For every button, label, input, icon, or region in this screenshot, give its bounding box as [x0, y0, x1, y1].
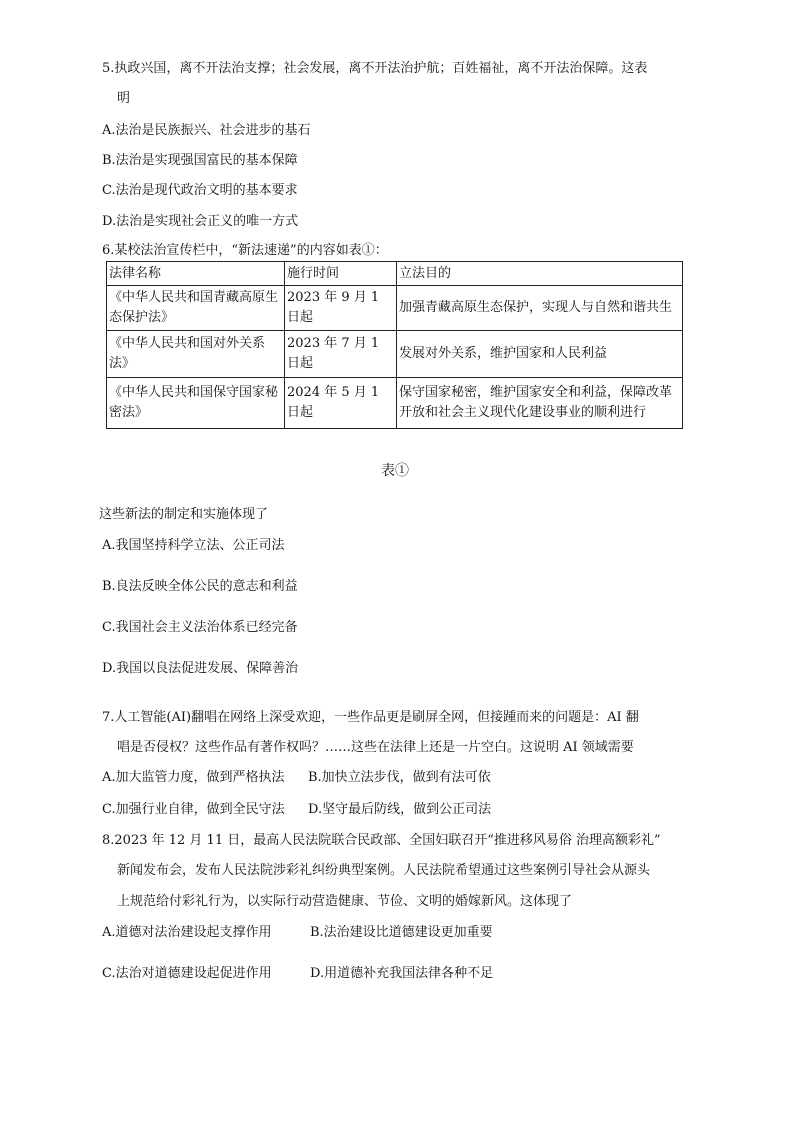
cell-effective-date: 2024 年 5 月 1 日起	[285, 378, 397, 429]
cell-legislative-purpose: 保守国家秘密，维护国家安全和利益，保障改革开放和社会主义现代化建设事业的顺利进行	[397, 378, 683, 429]
cell-effective-date: 2023 年 7 月 1 日起	[285, 331, 397, 378]
q6-option-a: A.我国坚持科学立法、公正司法	[102, 538, 285, 553]
q7-stem-line2: 唱是否侵权？这些作品有著作权吗？……这些在法律上还是一片空白。这说明 AI 领域需要	[117, 740, 634, 755]
q8-option-c: C.法治对道德建设起促进作用	[102, 966, 272, 981]
law-table	[106, 261, 683, 429]
law-table-header-row	[107, 262, 683, 286]
q6-option-d: D.我国以良法促进发展、保障善治	[102, 661, 299, 676]
q8-stem-line3: 上规范给付彩礼行为，以实际行动营造健康、节俭、文明的婚嫁新风。这体现了	[117, 894, 573, 909]
table-row	[107, 286, 683, 331]
q7-stem-line1: 7.人工智能(AI)翻唱在网络上深受欢迎，一些作品更是刷屏全网，但接踵而来的问题是：AI 翻	[102, 710, 639, 725]
q7-option-a: A.加大监管力度，做到严格执法	[102, 770, 285, 785]
q5-option-c: C.法治是现代政治文明的基本要求	[102, 183, 298, 198]
q5-option-a: A.法治是民族振兴、社会进步的基石	[102, 123, 311, 138]
q6-option-b: B.良法反映全体公民的意志和利益	[102, 579, 298, 594]
header-legislative-purpose: 立法目的	[397, 262, 683, 286]
q6-option-c: C.我国社会主义法治体系已经完备	[102, 620, 298, 635]
cell-law-name: 《中华人民共和国对外关系法》	[107, 331, 285, 378]
header-law-name: 法律名称	[107, 262, 285, 286]
q8-stem-line2: 新闻发布会，发布人民法院涉彩礼纠纷典型案例。人民法院希望通过这些案例引导社会从源头	[117, 863, 651, 878]
q6-stem: 6.某校法治宣传栏中，“新法速递”的内容如表①：	[102, 243, 388, 258]
q8-option-a: A.道德对法治建设起支撑作用	[102, 925, 272, 940]
cell-effective-date: 2023 年 9 月 1 日起	[285, 286, 397, 331]
q7-option-c: C.加强行业自律，做到全民守法	[102, 802, 285, 817]
q8-option-d: D.用道德补充我国法律各种不足	[310, 966, 494, 981]
table-row	[107, 378, 683, 429]
cell-legislative-purpose: 加强青藏高原生态保护，实现人与自然和谐共生	[397, 286, 683, 331]
q7-option-b: B.加快立法步伐，做到有法可依	[308, 770, 491, 785]
cell-legislative-purpose: 发展对外关系，维护国家和人民利益	[397, 331, 683, 378]
cell-law-name: 《中华人民共和国青藏高原生态保护法》	[107, 286, 285, 331]
q5-option-b: B.法治是实现强国富民的基本保障	[102, 153, 298, 168]
q8-option-b: B.法治建设比道德建设更加重要	[310, 925, 493, 940]
table-row	[107, 331, 683, 378]
header-effective-date: 施行时间	[285, 262, 397, 286]
q5-option-d: D.法治是实现社会正义的唯一方式	[102, 214, 299, 229]
table-caption: 表①	[381, 463, 409, 479]
cell-law-name: 《中华人民共和国保守国家秘密法》	[107, 378, 285, 429]
q7-option-d: D.坚守最后防线，做到公正司法	[308, 802, 492, 817]
q6-question: 这些新法的制定和实施体现了	[99, 507, 269, 522]
q5-stem-line2: 明	[117, 91, 131, 106]
q8-stem-line1: 8.2023 年 12 月 11 日，最高人民法院联合民政部、全国妇联召开“推进移风易俗 治理高额彩礼”	[102, 833, 661, 848]
q5-stem-line1: 5.执政兴国，离不开法治支撑；社会发展，离不开法治护航；百姓福祉，离不开法治保障。这表	[102, 61, 648, 76]
